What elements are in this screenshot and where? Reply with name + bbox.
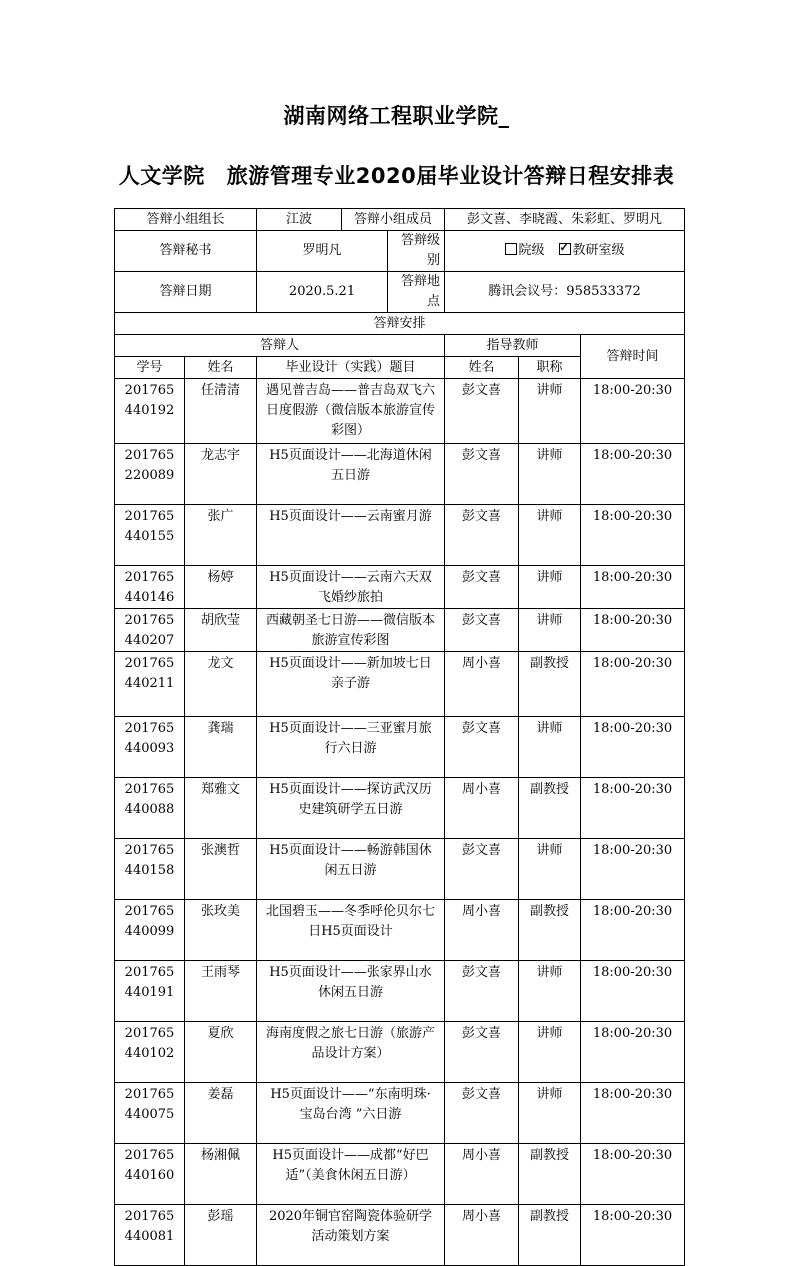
defense-time-cell: 18:00-20:30 xyxy=(581,652,685,717)
advisor-name-cell: 彭文喜 xyxy=(445,609,519,652)
student-id-cell: 201765440191 xyxy=(115,961,185,1022)
student-id-cell: 201765440158 xyxy=(115,839,185,900)
advisor-name-cell: 彭文喜 xyxy=(445,444,519,505)
defense-time-cell: 18:00-20:30 xyxy=(581,839,685,900)
student-id-cell: 201765440207 xyxy=(115,609,185,652)
level-label: 答辩级别 xyxy=(388,231,445,271)
student-name-cell: 郑雅文 xyxy=(185,778,257,839)
student-name-cell: 王雨琴 xyxy=(185,961,257,1022)
document-title: 湖南网络工程职业学院_ xyxy=(283,104,510,128)
advisor-name-cell: 周小喜 xyxy=(445,900,519,961)
advisor-title-cell: 讲师 xyxy=(519,444,581,505)
topic-cell: H5页面设计——北海道休闲五日游 xyxy=(257,444,445,505)
advisor-title-cell: 副教授 xyxy=(519,778,581,839)
student-name-cell: 杨婷 xyxy=(185,566,257,609)
date-value: 2020.5.21 xyxy=(288,284,356,299)
department-name: 人文学院 xyxy=(118,164,205,188)
level-department-checkbox[interactable] xyxy=(559,243,571,255)
student-name-cell: 胡欣莹 xyxy=(185,609,257,652)
student-id-cell: 201765440192 xyxy=(115,379,185,444)
advisor-title-cell: 讲师 xyxy=(519,839,581,900)
student-id-cell: 201765440211 xyxy=(115,652,185,717)
topic-cell: 遇见普吉岛——普吉岛双飞六日度假游（微信版本旅游宣传彩图） xyxy=(257,379,445,444)
leader-label: 答辩小组组长 xyxy=(115,209,257,231)
student-id-cell: 201765440155 xyxy=(115,505,185,566)
student-name-cell: 姜磊 xyxy=(185,1083,257,1144)
members-value: 彭文喜、李晓霞、朱彩虹、罗明凡 xyxy=(445,209,685,231)
student-name-cell: 张广 xyxy=(185,505,257,566)
defender-header: 答辩人 xyxy=(115,335,445,357)
defense-time-cell: 18:00-20:30 xyxy=(581,717,685,778)
defense-time-cell: 18:00-20:30 xyxy=(581,609,685,652)
topic-cell: H5页面设计——“东南明珠·宝岛台湾 ”六日游 xyxy=(257,1083,445,1144)
student-id-cell: 201765440099 xyxy=(115,900,185,961)
leader-value: 江波 xyxy=(257,209,342,230)
advisor-title-cell: 讲师 xyxy=(519,379,581,444)
arrangement-row xyxy=(115,313,685,335)
level-school-checkbox[interactable] xyxy=(505,243,517,255)
advisor-name-cell: 彭文喜 xyxy=(445,717,519,778)
student-name-cell: 龚瑞 xyxy=(185,717,257,778)
student-id-cell: 201765440088 xyxy=(115,778,185,839)
defense-time-cell: 18:00-20:30 xyxy=(581,379,685,444)
topic-cell: H5页面设计——三亚蜜月旅行六日游 xyxy=(257,717,445,778)
advisor-name-cell: 周小喜 xyxy=(445,1144,519,1205)
student-id-cell: 201765220089 xyxy=(115,444,185,505)
student-name-cell: 任清清 xyxy=(185,379,257,444)
table-row xyxy=(115,505,685,566)
schedule-title: 旅游管理专业2020届毕业设计答辩日程安排表 xyxy=(226,164,675,188)
topic-cell: H5页面设计——成都“好巴适”（美食休闲五日游） xyxy=(257,1144,445,1205)
table-row xyxy=(115,1144,685,1205)
level-options xyxy=(445,231,685,272)
advisor-name-cell: 彭文喜 xyxy=(445,505,519,566)
student-name-cell: 龙志宇 xyxy=(185,444,257,505)
defense-time-cell: 18:00-20:30 xyxy=(581,1205,685,1266)
table-row xyxy=(115,1205,685,1266)
topic-cell: H5页面设计——云南蜜月游 xyxy=(257,505,445,566)
student-id-cell: 201765440093 xyxy=(115,717,185,778)
topic-header: 毕业设计（实践）题目 xyxy=(257,357,445,379)
topic-cell: H5页面设计——新加坡七日亲子游 xyxy=(257,652,445,717)
place-label: 答辩地点 xyxy=(388,272,445,312)
advisor-name-cell: 彭文喜 xyxy=(445,1022,519,1083)
student-name-cell: 张澳哲 xyxy=(185,839,257,900)
defense-schedule-table xyxy=(114,208,685,1266)
student-id-cell: 201765440160 xyxy=(115,1144,185,1205)
advisor-name-header: 姓名 xyxy=(445,357,519,379)
advisor-title-cell: 副教授 xyxy=(519,1205,581,1266)
members-label: 答辩小组成员 xyxy=(354,211,433,227)
advisor-name-cell: 彭文喜 xyxy=(445,379,519,444)
table-row xyxy=(115,717,685,778)
time-header: 答辩时间 xyxy=(581,335,685,379)
info-row-leader xyxy=(115,209,685,231)
topic-cell: H5页面设计——探访武汉历史建筑研学五日游 xyxy=(257,778,445,839)
topic-cell: 海南度假之旅七日游（旅游产品设计方案） xyxy=(257,1022,445,1083)
advisor-title-cell: 讲师 xyxy=(519,961,581,1022)
defense-time-cell: 18:00-20:30 xyxy=(581,444,685,505)
defense-time-cell: 18:00-20:30 xyxy=(581,1083,685,1144)
advisor-title-cell: 讲师 xyxy=(519,609,581,652)
table-row xyxy=(115,379,685,444)
level-department-label: 教研室级 xyxy=(572,243,625,258)
student-name-cell: 彭瑶 xyxy=(185,1205,257,1266)
topic-cell: 西藏朝圣七日游——微信版本旅游宣传彩图 xyxy=(257,609,445,652)
advisor-header: 指导教师 xyxy=(445,335,581,357)
student-name-cell: 张玫美 xyxy=(185,900,257,961)
student-id-cell: 201765440075 xyxy=(115,1083,185,1144)
student-id-cell: 201765440146 xyxy=(115,566,185,609)
level-school-label: 院级 xyxy=(518,243,545,258)
defense-time-cell: 18:00-20:30 xyxy=(581,961,685,1022)
student-name-cell: 夏欣 xyxy=(185,1022,257,1083)
topic-cell: H5页面设计——云南六天双飞婚纱旅拍 xyxy=(257,566,445,609)
table-row xyxy=(115,444,685,505)
advisor-name-cell: 周小喜 xyxy=(445,652,519,717)
advisor-name-cell: 周小喜 xyxy=(445,778,519,839)
defense-time-cell: 18:00-20:30 xyxy=(581,900,685,961)
advisor-name-cell: 彭文喜 xyxy=(445,961,519,1022)
secretary-label: 答辩秘书 xyxy=(115,231,257,272)
advisor-title-cell: 副教授 xyxy=(519,1144,581,1205)
date-label: 答辩日期 xyxy=(115,272,257,313)
topic-cell: H5页面设计——畅游韩国休闲五日游 xyxy=(257,839,445,900)
advisor-name-cell: 周小喜 xyxy=(445,1205,519,1266)
advisor-title-cell: 讲师 xyxy=(519,566,581,609)
topic-cell: H5页面设计——张家界山水休闲五日游 xyxy=(257,961,445,1022)
advisor-title-header: 职称 xyxy=(519,357,581,379)
table-row xyxy=(115,652,685,717)
student-name-cell: 龙文 xyxy=(185,652,257,717)
advisor-title-cell: 讲师 xyxy=(519,505,581,566)
advisor-name-cell: 彭文喜 xyxy=(445,839,519,900)
info-row-secretary xyxy=(115,231,685,272)
advisor-title-cell: 讲师 xyxy=(519,717,581,778)
group-header-row xyxy=(115,335,685,357)
defense-time-cell: 18:00-20:30 xyxy=(581,566,685,609)
table-row xyxy=(115,1022,685,1083)
table-row xyxy=(115,778,685,839)
defense-time-cell: 18:00-20:30 xyxy=(581,505,685,566)
defense-time-cell: 18:00-20:30 xyxy=(581,1144,685,1205)
schedule-rows xyxy=(115,379,685,1266)
student-id-header: 学号 xyxy=(115,357,185,379)
table-row xyxy=(115,1083,685,1144)
student-id-cell: 201765440102 xyxy=(115,1022,185,1083)
info-row-date xyxy=(115,272,685,313)
advisor-title-cell: 讲师 xyxy=(519,1083,581,1144)
defense-time-cell: 18:00-20:30 xyxy=(581,1022,685,1083)
table-row xyxy=(115,900,685,961)
table-row xyxy=(115,609,685,652)
advisor-title-cell: 副教授 xyxy=(519,900,581,961)
advisor-name-cell: 彭文喜 xyxy=(445,566,519,609)
table-row xyxy=(115,961,685,1022)
table-row xyxy=(115,839,685,900)
table-row xyxy=(115,566,685,609)
defense-time-cell: 18:00-20:30 xyxy=(581,778,685,839)
topic-cell: 2020年铜官窑陶瓷体验研学活动策划方案 xyxy=(257,1205,445,1266)
document-subtitle xyxy=(0,160,793,190)
name-header: 姓名 xyxy=(185,357,257,379)
advisor-title-cell: 讲师 xyxy=(519,1022,581,1083)
student-name-cell: 杨湘佩 xyxy=(185,1144,257,1205)
student-id-cell: 201765440081 xyxy=(115,1205,185,1266)
arrangement-label: 答辩安排 xyxy=(115,313,685,335)
place-value: 腾讯会议号：958533372 xyxy=(445,272,685,313)
topic-cell: 北国碧玉——冬季呼伦贝尔七日H5页面设计 xyxy=(257,900,445,961)
advisor-title-cell: 副教授 xyxy=(519,652,581,717)
advisor-name-cell: 彭文喜 xyxy=(445,1083,519,1144)
secretary-value: 罗明凡 xyxy=(302,243,342,258)
